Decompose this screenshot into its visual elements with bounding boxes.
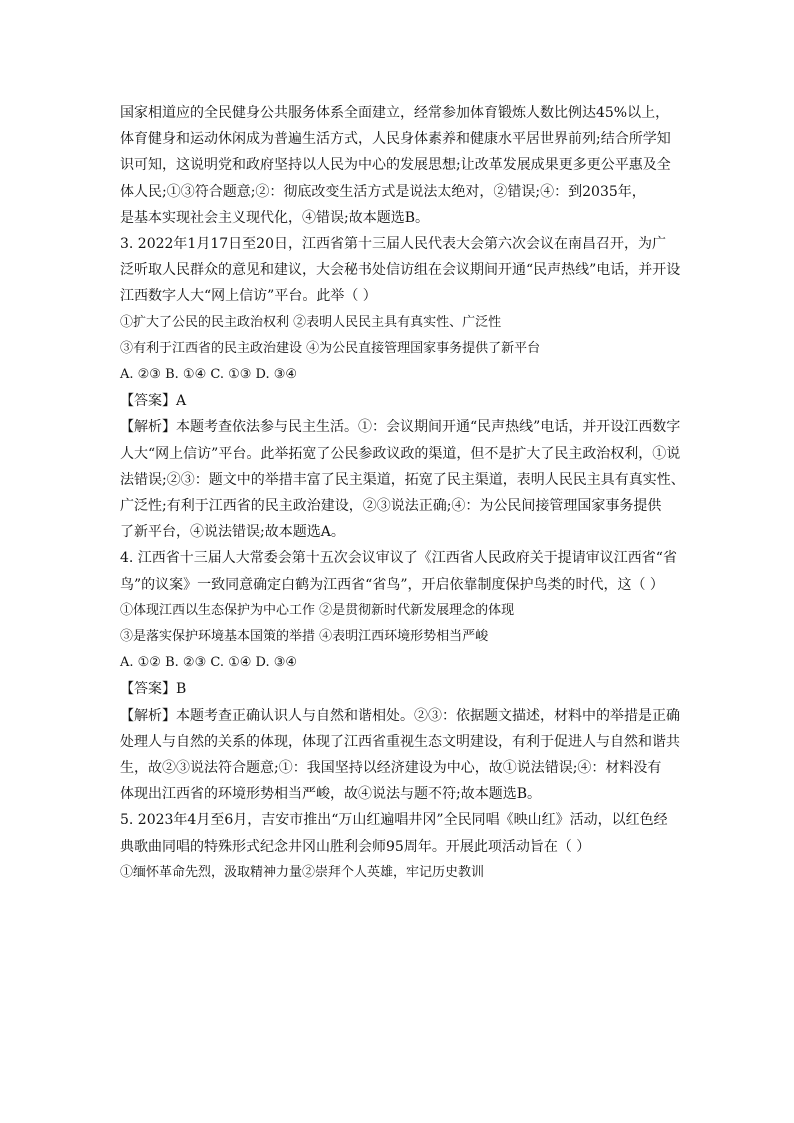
- answer-label: 【答案】A: [120, 393, 187, 410]
- analysis-line: 【解析】本题考查依法参与民主生活。①：会议期间开通“民声热线”电话，并开设江西数字: [120, 419, 681, 436]
- question-stem-line: 江西数字人大“网上信访”平台。此举（ ）: [120, 288, 377, 305]
- question-stem-line: 典歌曲同唱的特殊形式纪念井冈山胜利会师95周年。开展此项活动旨在（ ）: [120, 838, 591, 855]
- document-body: [120, 100, 690, 886]
- text-line: 是基本实现社会主义现代化，④错误;故本题选B。: [120, 209, 430, 226]
- analysis-line: 生，故②③说法符合题意;①：我国坚持以经济建设为中心，故①说法错误;④：材料没有: [120, 760, 662, 777]
- question-stem-line: 4. 江西省十三届人大常委会第十五次会议审议了《江西省人民政府关于提请审议江西省“省: [120, 550, 677, 567]
- question-3: [120, 231, 690, 545]
- statement-options: ①扩大了公民的民主政治权利 ②表明人民民主具有真实性、广泛性: [120, 314, 502, 330]
- question-5: [120, 807, 690, 886]
- answer-choices: A. ①② B. ②③ C. ①④ D. ③④: [120, 655, 298, 671]
- answer-label: 【答案】B: [120, 681, 187, 698]
- statement-options: ①缅怀革命先烈，汲取精神力量②崇拜个人英雄，牢记历史教训: [120, 864, 485, 880]
- text-line: 体育健身和运动休闲成为普遍生活方式，人民身体素养和健康水平居世界前列;结合所学知: [120, 131, 671, 148]
- text-line: 体人民;①③符合题意;②：彻底改变生活方式是说法太绝对，②错误;④：到2035年，: [120, 183, 646, 200]
- analysis-line: 【解析】本题考查正确认识人与自然和谐相处。②③：依据题文描述，材料中的举措是正确: [120, 707, 680, 724]
- question-stem-line: 鸟”的议案》一致同意确定白鹤为江西省“省鸟”，开启依靠制度保护鸟类的时代，这（ ）: [120, 576, 664, 593]
- text-line: 国家相道应的全民健身公共服务体系全面建立，经常参加体育锻炼人数比例达45%以上，: [120, 105, 670, 121]
- statement-options: ①体现江西以生态保护为中心工作 ②是贯彻新时代新发展理念的体现: [120, 602, 515, 618]
- statement-options: ③是落实保护环境基本国策的举措 ④表明江西环境形势相当严峻: [120, 629, 489, 645]
- question-stem-line: 3. 2022年1月17日至20日，江西省第十三届人民代表大会第六次会议在南昌召开，为广: [120, 236, 666, 253]
- analysis-line: 法错误;②③：题文中的举措丰富了民主渠道，拓宽了民主渠道，表明人民民主具有真实性、: [120, 471, 685, 488]
- previous-analysis-paragraph: [120, 100, 690, 231]
- analysis-line: 体现出江西省的环境形势相当严峻，故④说法与题不符;故本题选B。: [120, 786, 542, 803]
- question-4: [120, 545, 690, 807]
- analysis-line: 了新平台，④说法错误;故本题选A。: [120, 524, 345, 541]
- question-stem-line: 5. 2023年4月至6月，吉安市推出“万山红遍唱井冈”全民同唱《映山红》活动，以红色经: [120, 812, 668, 829]
- text-line: 识可知，这说明党和政府坚持以人民为中心的发展思想;让改革发展成果更多更公平惠及全: [120, 157, 671, 174]
- answer-choices: A. ②③ B. ①④ C. ①③ D. ③④: [120, 367, 298, 383]
- question-stem-line: 泛听取人民群众的意见和建议，大会秘书处信访组在会议期间开通“民声热线”电话，并开设: [120, 262, 681, 279]
- statement-options: ③有利于江西省的民主政治建设 ④为公民直接管理国家事务提供了新平台: [120, 340, 541, 356]
- analysis-line: 处理人与自然的关系的体现，体现了江西省重视生态文明建设，有利于促进人与自然和谐共: [120, 733, 680, 750]
- analysis-line: 人大“网上信访”平台。此举拓宽了公民参政议政的渠道，但不是扩大了民主政治权利，①说: [120, 445, 681, 462]
- analysis-line: 广泛性;有利于江西省的民主政治建设，②③说法正确;④：为公民间接管理国家事务提供: [120, 498, 662, 515]
